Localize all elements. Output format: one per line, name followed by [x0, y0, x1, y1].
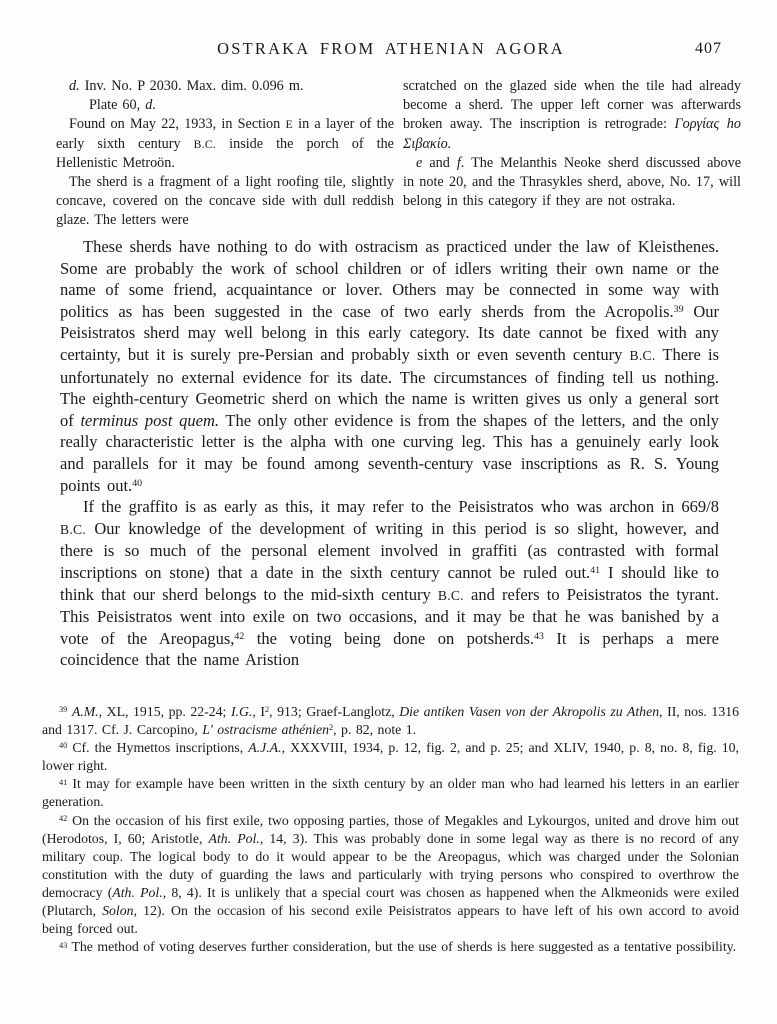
catalog-sherd-paragraph: The sherd is a fragment of a light roofing tile, slightly concave, covered on the concave side with dull reddish glaze. The letters were	[56, 174, 394, 229]
catalog-continuation-paragraph: scratched on the glazed side when the tile had already become a sherd. The upper left corner was afterwards broken away. The inscription is retrograde: Γοργίας ho Σιβακίο.	[403, 78, 741, 152]
body-paragraph-1: These sherds have nothing to do with ostracism as practiced under the law of Kleisthenes. Some are probably the work of school children or of idlers writing their own name or the name of some friend, acquaintance or lover. Others may be connected in some way with politics as has been suggested in the case of two early sherds from the Acropolis.$^{39}$ Our Peisistratos sherd may well belong in this early category. Its date cannot be fixed with any certainty, but it is surely pre-Persian and probably sixth or even seventh century B.C. There is unfortunately no external evidence for its date. The circumstances of finding tell us nothing. The eighth-century Geometric sherd on which the name is written gives us only a general sort of terminus post quem. The only other evidence is from the shapes of the letters, and the only really characteristic letter is the alpha with one curving leg. This has a genuinely early look and parallels for it may be found among seventh-century vase inscriptions as R. S. Young points out.$^{40}$	[60, 237, 719, 495]
footnote-41: $^{41}$ It may for example have been written in the sixth century by an older man who had learned his letters in an earlier generation.	[42, 776, 739, 810]
main-text	[60, 236, 719, 671]
catalog-column-right	[403, 77, 741, 231]
footnote-43: $^{43}$ The method of voting deserves further consideration, but the use of sherds is here suggested as a tentative possibility.	[59, 939, 737, 955]
catalog-entry-d-line: d. Inv. No. P 2030. Max. dim. 0.096 m.	[69, 78, 304, 94]
running-title: OSTRAKA FROM ATHENIAN AGORA	[217, 39, 565, 58]
body-paragraph-2: If the graffito is as early as this, it may refer to the Peisistratos who was archon in 669/8 B.C. Our knowledge of the development of writing in this period is so slight, however, and there is so much of the personal element involved in graffiti (as contrasted with formal inscriptions on stone) that a date in the sixth century cannot be ruled out.$^{41}$ I should like to think that our sherd belongs to the mid-sixth century B.C. and refers to Peisistratos the tyrant. This Peisistratos went into exile on two occasions, and it may be that he was banished by a vote of the Areopagus,$^{42}$ the voting being done on potsherds.$^{43}$ It is perhaps a mere coincidence that the name Aristion	[60, 497, 720, 670]
footnote-39: $^{39}$ A.M., XL, 1915, pp. 22-24; I.G., $I^2$, 913; Graef-Langlotz, Die antiken Vasen von der Akropolis zu Athen, II, nos. 1316 and 1317. Cf. J. Carcopino, L' ostracisme athénien$^2$, p. 82, note 1.	[42, 704, 740, 738]
catalog-section	[56, 77, 742, 231]
catalog-entry-ef-paragraph: e and f. The Melanthis Neoke sherd discussed above in note 20, and the Thrasykles sherd, above, No. 17, will belong in this category if they are not ostraka.	[403, 154, 741, 210]
footnote-40: $^{40}$ Cf. the Hymettos inscriptions, A.J.A., XXXVIII, 1934, p. 12, fig. 2, and p. 25; and XLIV, 1940, p. 8, no. 8, fig. 10, lower right.	[42, 740, 739, 774]
footnote-42: $^{42}$ On the occasion of his first exile, two opposing parties, those of Megakles and Lykourgos, united and drove him out (Herodotos, I, 60; Aristotle, Ath. Pol., 14, 3). This was probably done in some legal way as there is no record of any military coup. The logical body to do it would appear to be the Areopagus, which was charged under the Solonian constitution with the duty of guarding the laws and particularly with trying persons who conspired to overthrow the democracy (Ath. Pol., 8, 4). It is unlikely that a special court was chosen as happened when the Alkmeonids were exiled (Plutarch, Solon, 12). On the occasion of his second exile Peisistratos appears to have left of his own accord to avoid being forced out.	[42, 812, 740, 937]
footnotes-section	[42, 703, 739, 956]
catalog-plate-line: Plate 60, d.	[89, 97, 156, 114]
catalog-column-left	[56, 77, 394, 231]
page-header	[60, 39, 722, 61]
catalog-found-paragraph: Found on May 22, 1933, in Section E in a layer of the early sixth century B.C. inside the porch of the Hellenistic Metroön.	[56, 116, 394, 171]
page-number: 407	[695, 40, 722, 57]
